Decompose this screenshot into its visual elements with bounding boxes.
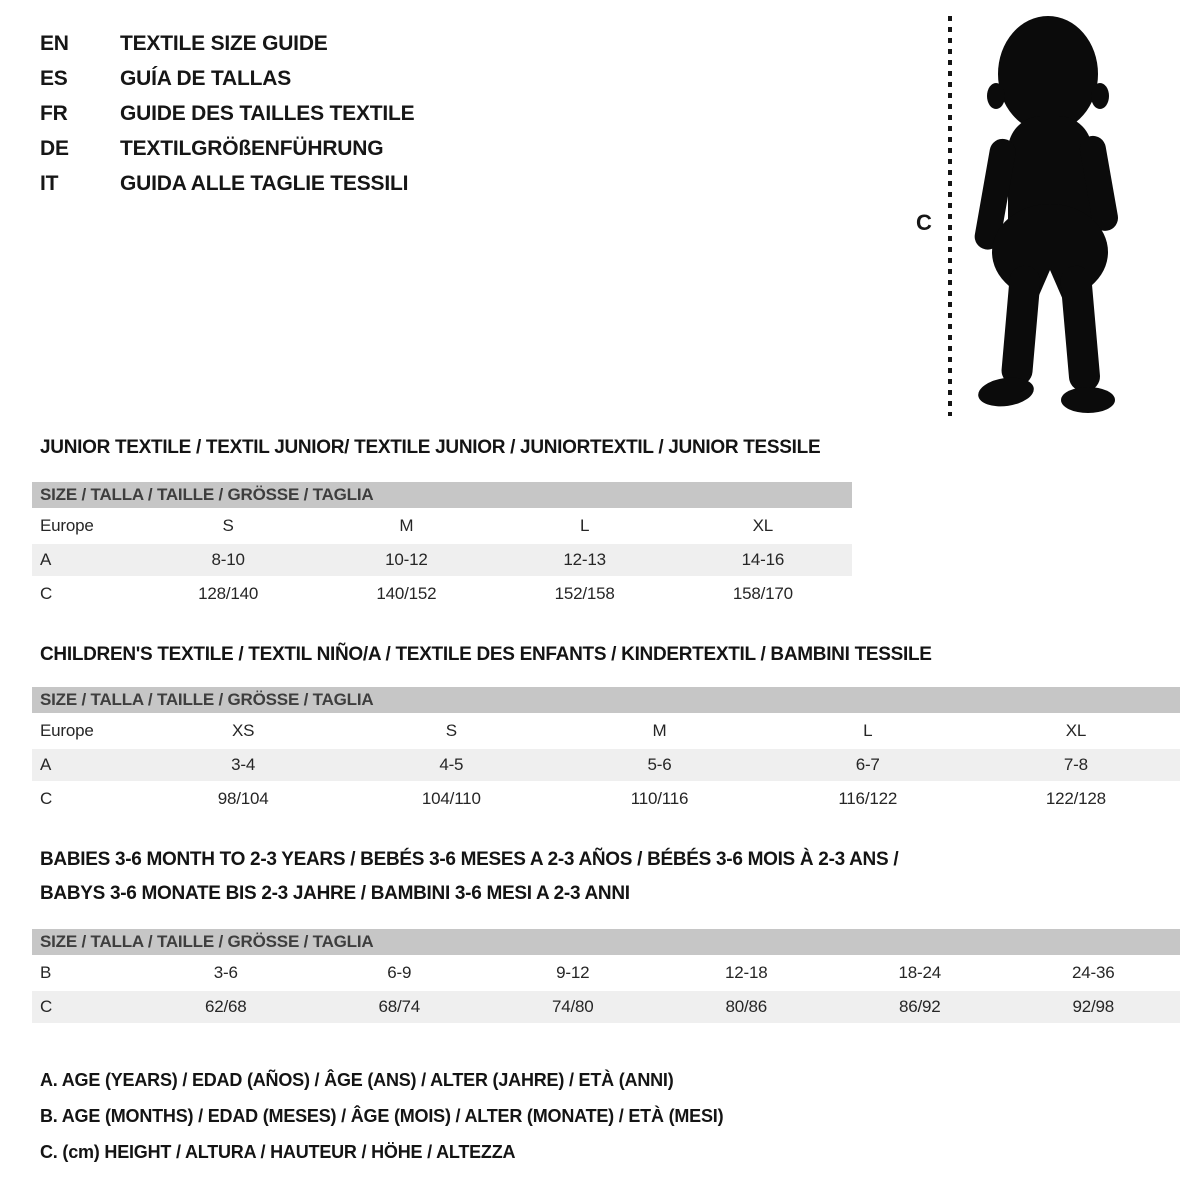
section-title-children (40, 638, 932, 672)
language-code: FR (40, 102, 68, 125)
cell-value: 122/128 (1045, 789, 1106, 808)
row-label: B (40, 963, 52, 982)
table-row-c (32, 783, 1180, 815)
toddler-silhouette-image (964, 14, 1136, 418)
row-label: C (40, 789, 53, 808)
cell-value: 4-5 (439, 755, 464, 774)
language-row-de (40, 131, 414, 166)
guide-title: TEXTILE SIZE GUIDE (120, 32, 328, 55)
cell-value: 5-6 (647, 755, 672, 774)
cell-value: L (579, 516, 590, 535)
junior-size-table (32, 482, 852, 610)
babies-size-table (32, 929, 1180, 1023)
height-measure-label: C (916, 210, 932, 235)
table-row-c (32, 991, 1180, 1023)
children-size-table (32, 687, 1180, 815)
row-label: Europe (40, 516, 94, 535)
cell-value: 14-16 (741, 550, 785, 569)
guide-title: GUIDA ALLE TAGLIE TESSILI (120, 172, 409, 195)
cell-value: M (399, 516, 414, 535)
height-dashed-line (948, 16, 952, 416)
section-title-line: BABYS 3-6 MONATE BIS 2-3 JAHRE / BAMBINI 3-6 MESI A 2-3 ANNI (40, 883, 630, 904)
table-row-europe (32, 510, 852, 542)
cell-value: XL (1065, 721, 1087, 740)
language-row-fr (40, 96, 414, 131)
section-title-line: CHILDREN'S TEXTILE / TEXTIL NIÑO/A / TEXTILE DES ENFANTS / KINDERTEXTIL / BAMBINI TESSILE (40, 644, 932, 665)
language-code: EN (40, 32, 69, 55)
language-code: IT (40, 172, 59, 195)
section-title-junior (40, 431, 820, 465)
cell-value: 152/158 (554, 584, 615, 603)
cell-value: 98/104 (217, 789, 269, 808)
size-header-bar: SIZE / TALLA / TAILLE / GRÖSSE / TAGLIA (32, 929, 1180, 955)
cell-value: 6-7 (855, 755, 880, 774)
cell-value: 104/110 (421, 789, 481, 808)
table-row-c (32, 578, 852, 610)
cell-value: 12-18 (725, 963, 768, 982)
row-label: A (40, 550, 52, 569)
row-label: A (40, 755, 52, 774)
language-code: DE (40, 137, 69, 160)
cell-value: M (652, 721, 667, 740)
cell-value: 12-13 (563, 550, 606, 569)
cell-value: 110/116 (630, 789, 689, 808)
language-row-en (40, 26, 414, 61)
cell-value: 128/140 (198, 584, 259, 603)
row-label: C (40, 584, 53, 603)
cell-value: 9-12 (556, 963, 590, 982)
cell-value: XL (752, 516, 774, 535)
cell-value: 8-10 (211, 550, 245, 569)
table-row-a (32, 749, 1180, 781)
table-row-a (32, 544, 852, 576)
legend-line: C. (cm) HEIGHT / ALTURA / HAUTEUR / HÖHE / ALTEZZA (40, 1142, 516, 1162)
guide-title: TEXTILGRÖßENFÜHRUNG (120, 137, 384, 160)
section-title-line: JUNIOR TEXTILE / TEXTIL JUNIOR/ TEXTILE JUNIOR / JUNIORTEXTIL / JUNIOR TESSILE (40, 437, 821, 458)
cell-value: 7-8 (1063, 755, 1088, 774)
cell-value: 6-9 (387, 963, 412, 982)
cell-value: 24-36 (1072, 963, 1115, 982)
language-row-it (40, 166, 414, 201)
language-list (40, 26, 414, 201)
row-label: Europe (40, 721, 94, 740)
cell-value: 74/80 (551, 997, 594, 1016)
legend-line: A. AGE (YEARS) / EDAD (AÑOS) / ÂGE (ANS) / ALTER (JAHRE) / ETÀ (ANNI) (40, 1070, 674, 1090)
cell-value: 3-4 (231, 755, 256, 774)
size-header-bar: SIZE / TALLA / TAILLE / GRÖSSE / TAGLIA (32, 687, 1180, 713)
row-label: C (40, 997, 53, 1016)
cell-value: 158/170 (732, 584, 793, 603)
cell-value: 80/86 (725, 997, 768, 1016)
section-title-line: BABIES 3-6 MONTH TO 2-3 YEARS / BEBÉS 3-6 MESES A 2-3 AÑOS / BÉBÉS 3-6 MOIS À 2-3 ANS / (40, 849, 899, 870)
cell-value: 86/92 (898, 997, 941, 1016)
cell-value: S (222, 516, 234, 535)
table-row-europe (32, 715, 1180, 747)
language-code: ES (40, 67, 68, 90)
legend-line: B. AGE (MONTHS) / EDAD (MESES) / ÂGE (MOIS) / ALTER (MONATE) / ETÀ (MESI) (40, 1106, 724, 1126)
language-row-es (40, 61, 414, 96)
guide-title: GUIDE DES TAILLES TEXTILE (120, 102, 415, 125)
table-row-b (32, 957, 1180, 989)
cell-value: 92/98 (1072, 997, 1115, 1016)
cell-value: L (863, 721, 873, 740)
cell-value: 68/74 (378, 997, 421, 1016)
cell-value: 3-6 (213, 963, 238, 982)
cell-value: XS (231, 721, 255, 740)
legend (40, 1062, 723, 1170)
cell-value: 116/122 (838, 789, 898, 808)
cell-value: 62/68 (204, 997, 247, 1016)
guide-title: GUÍA DE TALLAS (120, 67, 292, 90)
cell-value: 10-12 (385, 550, 428, 569)
cell-value: 140/152 (376, 584, 437, 603)
size-header-bar: SIZE / TALLA / TAILLE / GRÖSSE / TAGLIA (32, 482, 852, 508)
cell-value: S (445, 721, 457, 740)
section-title-babies (40, 843, 898, 911)
cell-value: 18-24 (898, 963, 941, 982)
